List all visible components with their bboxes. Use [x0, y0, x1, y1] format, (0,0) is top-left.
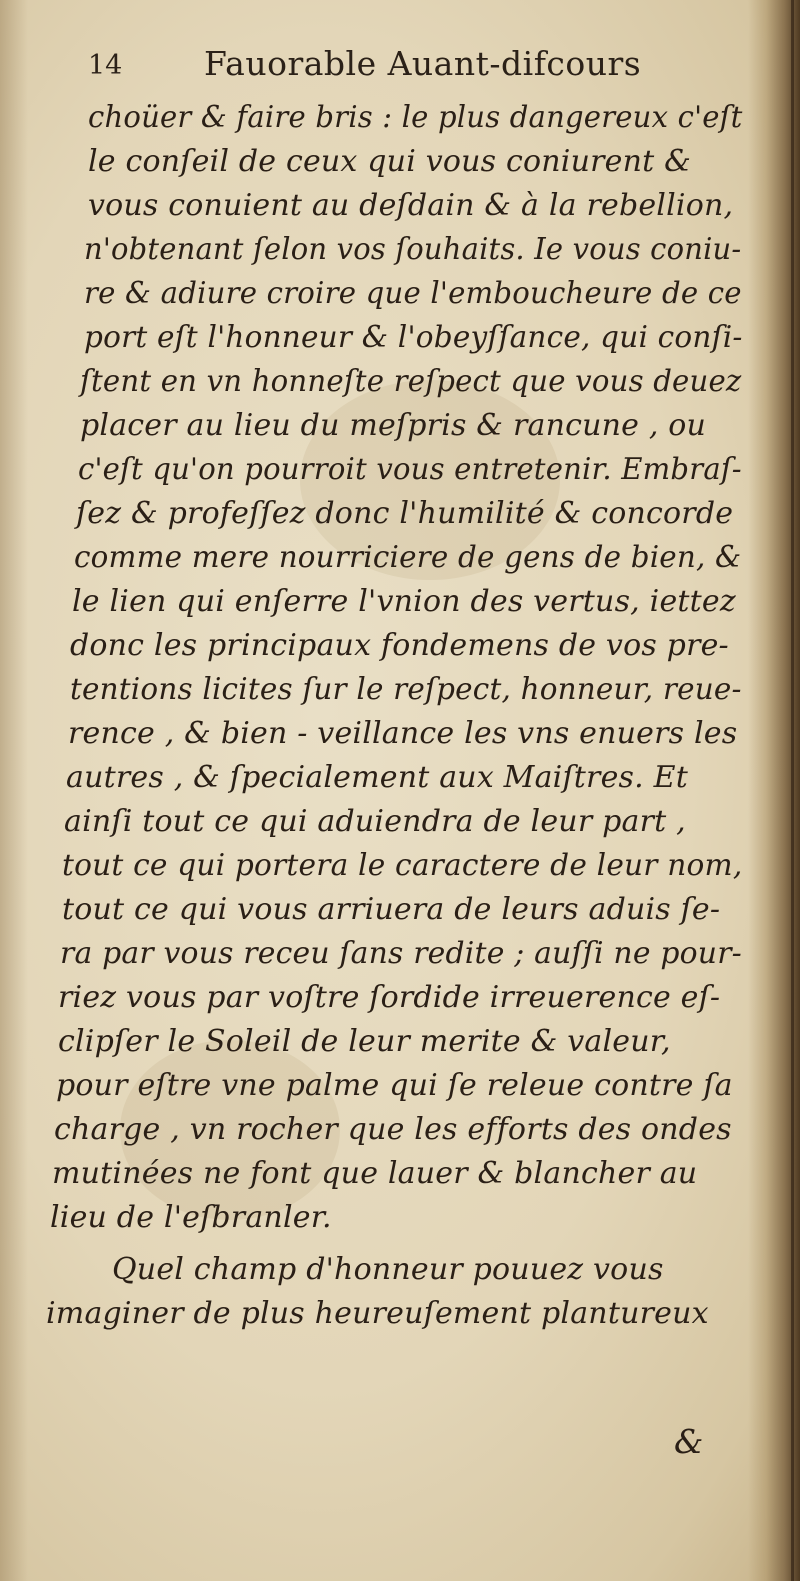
text-line: placer au lieu du meſpris & rancune , ou: [80, 408, 707, 443]
text-line: imaginer de plus heureuſement plantureux: [46, 1296, 709, 1331]
text-line: rence , & bien - veillance les vns enuers les: [68, 716, 738, 751]
text-line: n'obtenant ſelon vos ſouhaits. Ie vous coniu-: [84, 232, 742, 267]
page-left-shadow: [0, 0, 28, 1581]
text-line: ainſi tout ce qui aduiendra de leur part ,: [64, 804, 686, 839]
text-line: tentions licites ſur le reſpect, honneur, reue-: [70, 672, 742, 707]
catchword: &: [674, 1422, 704, 1461]
text-line: mutinées ne font que lauer & blancher au: [52, 1156, 698, 1191]
text-line: tout ce qui portera le caractere de leur nom,: [62, 848, 743, 883]
text-line: re & adiure croire que l'embouchеure de ce: [84, 276, 742, 311]
text-line: choüer & faire bris : le plus dangereux c'eſt: [88, 100, 743, 135]
text-line: ſez & profeſſez donc l'humilité & concorde: [76, 496, 734, 531]
text-line: ra par vous receu ſans redite ; auſſi ne pour-: [60, 936, 742, 971]
text-line: tout ce qui vous arriuera de leurs aduis ſe-: [62, 892, 721, 927]
text-line: c'eſt qu'on pourroit vous entretenir. Embraſ-: [78, 452, 742, 487]
text-line: lieu de l'eſbranler.: [50, 1200, 332, 1235]
running-head: Fauorable Auant-difcours: [204, 44, 642, 83]
text-line: pour eſtre vne palme qui ſe releue contre ſa: [56, 1068, 733, 1103]
page-number: 14: [88, 50, 123, 81]
text-line: le conſeil de ceux qui vous coniurent &: [88, 144, 692, 179]
text-line: Quel champ d'honneur pouuez vous: [112, 1252, 664, 1287]
text-line: port eſt l'honneur & l'obeyſſance, qui conſi-: [84, 320, 743, 355]
binding-edge: [791, 0, 794, 1581]
page-header: [88, 40, 688, 92]
text-line: autres , & ſpecialement aux Maiſtres. Et: [66, 760, 688, 795]
text-line: donc les principaux fondemens de vos pre-: [70, 628, 729, 663]
text-line: clipſer le Soleil de leur merite & valeur,: [58, 1024, 671, 1059]
text-line: le lien qui enſerre l'vnion des vertus, iettez: [72, 584, 736, 619]
text-line: vous conuient au deſdain & à la rebellion,: [88, 188, 734, 223]
text-line: comme mere nourriciere de gens de bien, &: [74, 540, 742, 575]
text-line: ſtent en vn honneſte reſpect que vous deuez: [80, 364, 742, 399]
text-line: charge , vn rocher que les efforts des ondes: [54, 1112, 732, 1147]
text-line: riez vous par voſtre ſordide irreuerence eſ-: [58, 980, 721, 1015]
